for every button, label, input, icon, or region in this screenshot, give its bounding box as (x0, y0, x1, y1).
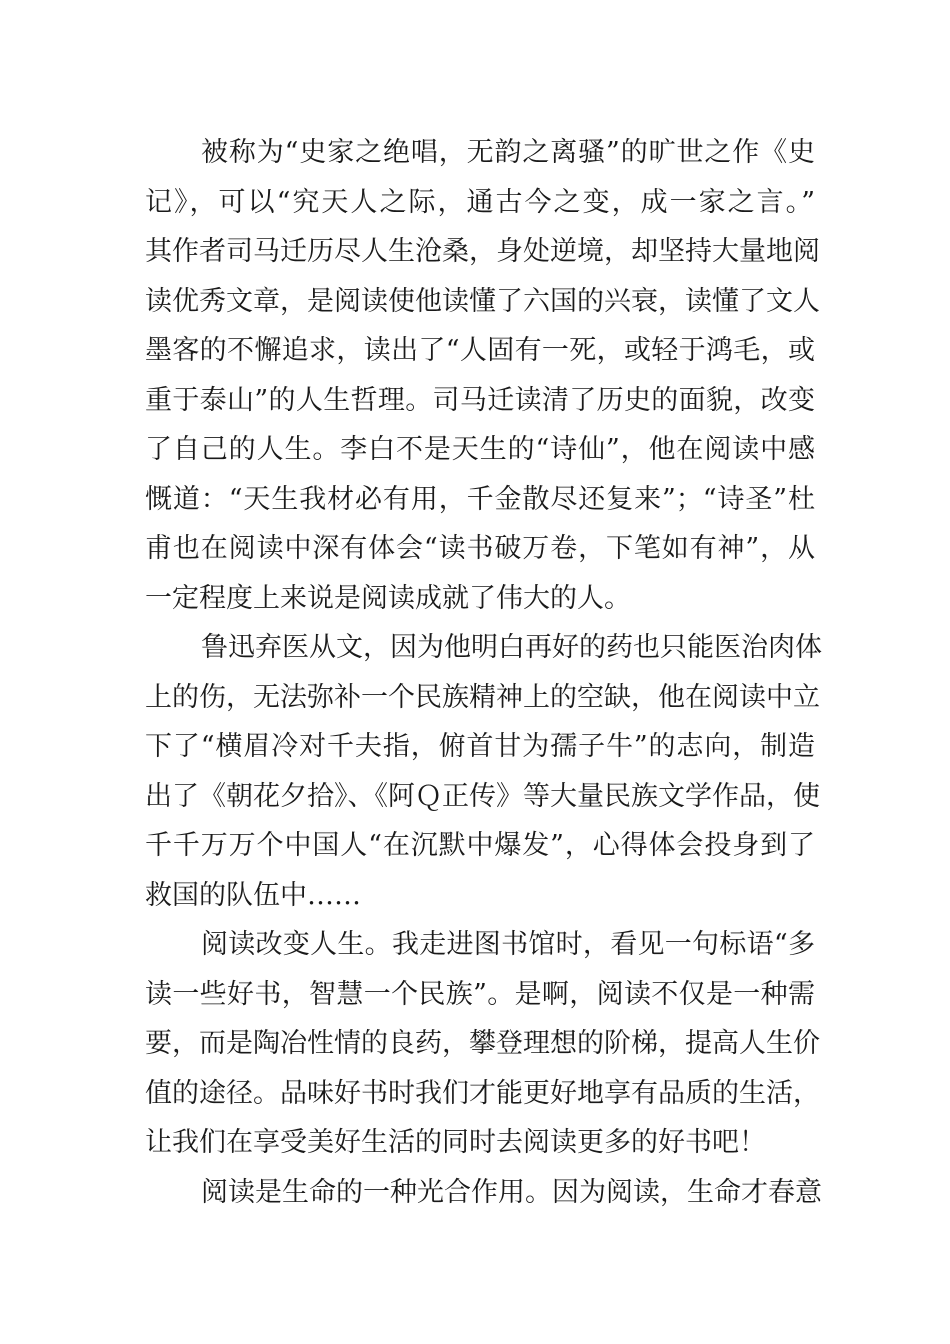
paragraph-luxun (145, 623, 822, 920)
text-line: 要，而是陶冶性情的良药，攀登理想的阶梯，提高人生价 (145, 1028, 820, 1059)
paragraph-shiji (145, 128, 820, 623)
text-line: 阅读是生命的一种光合作用。因为阅读，生命才春意 (201, 1176, 822, 1208)
text-line: 被称为“史家之绝唱，无韵之离骚”的旷世之作《史 (201, 137, 815, 168)
text-line: 记》，可以“究天人之际，通古今之变，成一家之言。” (145, 186, 815, 218)
text-line: 阅读改变人生。我走进图书馆时，看见一句标语“多 (201, 929, 815, 960)
text-line: 甫也在阅读中深有体会“读书破万卷，下笔如有神”，从 (145, 533, 815, 564)
text-line: 值的途径。品味好书时我们才能更好地享有品质的生活， (145, 1077, 820, 1109)
text-line: 读优秀文章，是阅读使他读懂了六国的兴衰，读懂了文人 (145, 285, 820, 317)
text-line: 千千万万个中国人“在沉默中爆发”，心得体会投身到了 (145, 830, 815, 861)
text-line: 读一些好书，智慧一个民族”。是啊，阅读不仅是一种需 (145, 978, 815, 1010)
text-line: 下了“横眉冷对千夫指，俯首甘为孺子牛”的志向，制造 (145, 731, 815, 762)
text-line: 上的伤，无法弥补一个民族精神上的空缺，他在阅读中立 (145, 681, 820, 713)
text-line: 慨道：“天生我材必有用，千金散尽还复来”；“诗圣”杜 (145, 483, 815, 515)
text-line: 鲁迅弃医从文，因为他明白再好的药也只能医治肉体 (201, 632, 822, 663)
text-line: 救国的队伍中…… (145, 879, 361, 911)
text-line: 重于泰山”的人生哲理。司马迁读清了历史的面貌，改变 (145, 384, 815, 416)
paragraph-reading-changes-life (145, 920, 820, 1168)
document-body (145, 128, 822, 1217)
text-line: 一定程度上来说是阅读成就了伟大的人。 (145, 582, 631, 614)
text-line: 墨客的不懈追求，读出了“人固有一死，或轻于鸿毛，或 (145, 335, 815, 366)
text-line: 出了《朝花夕拾》、《阿Ｑ正传》等大量民族文学作品，使 (145, 780, 820, 812)
paragraph-photosynthesis (145, 1168, 822, 1218)
text-line: 让我们在享受美好生活的同时去阅读更多的好书吧！ (145, 1127, 766, 1158)
text-line: 了自己的人生。李白不是天生的“诗仙”，他在阅读中感 (145, 434, 815, 465)
text-line: 其作者司马迁历尽人生沧桑，身处逆境，却坚持大量地阅 (145, 236, 820, 267)
